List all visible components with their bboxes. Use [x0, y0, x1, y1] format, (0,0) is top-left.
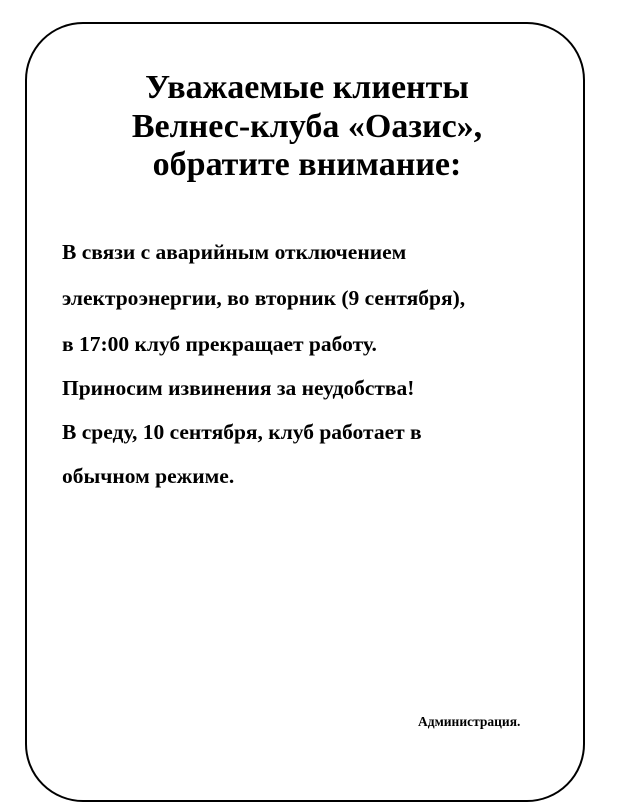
notice-body-line: В связи с аварийным отключением [62, 240, 407, 264]
notice-body-line: в 17:00 клуб прекращает работу. [62, 332, 377, 356]
notice-body-line: В среду, 10 сентября, клуб работает в [62, 420, 422, 444]
notice-body-line: Приносим извинения за неудобства! [62, 376, 415, 400]
notice-title-line: Уважаемые клиенты [145, 69, 469, 106]
notice-title-line: обратите внимание: [152, 146, 462, 183]
notice-title-line: Велнес-клуба «Оазис», [131, 107, 483, 145]
notice-signature: Администрация. [418, 714, 521, 729]
notice-title [25, 69, 589, 185]
notice-body-line: электроэнергии, во вторник (9 сентября), [62, 286, 466, 310]
notice-body-line: обычном режиме. [62, 464, 235, 488]
notice-body [62, 235, 562, 499]
